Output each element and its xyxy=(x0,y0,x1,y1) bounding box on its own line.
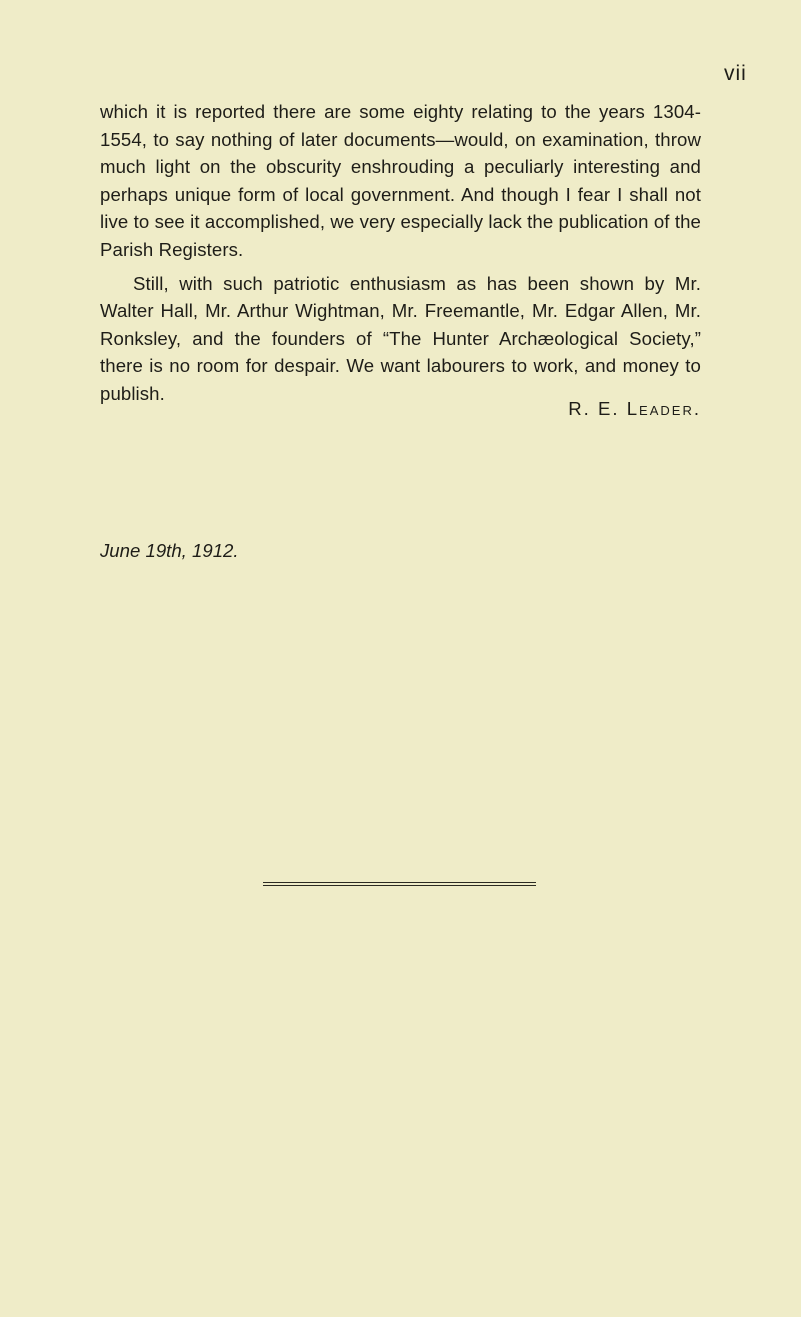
page-number: vii xyxy=(724,62,747,85)
body-text xyxy=(100,98,701,408)
author-signature: R. E. Leader. xyxy=(568,398,701,419)
date-line: June 19th, 1912. xyxy=(100,540,239,561)
paragraph-2: Still, with such patriotic enthusiasm as has been shown by Mr. Walter Hall, Mr. Arthur Wightman, Mr. Freemantle, Mr. Edgar Allen, Mr. Ronksley, and the founders of “The Hunter Archæological Society,” there is no room for despair. We want labourers to work, and money to publish. xyxy=(100,272,701,404)
divider-rule-top xyxy=(263,882,536,883)
divider-rule-bottom xyxy=(263,885,536,886)
paragraph-1: which it is reported there are some eighty relating to the years 1304-1554, to say nothing of later documents—would, on examination, throw much light on the obscurity enshrouding a peculiarly interesting and perhaps unique form of local government. And though I fear I shall not live to see it accomplished, we very especially lack the publication of the Parish Registers. xyxy=(100,101,701,260)
